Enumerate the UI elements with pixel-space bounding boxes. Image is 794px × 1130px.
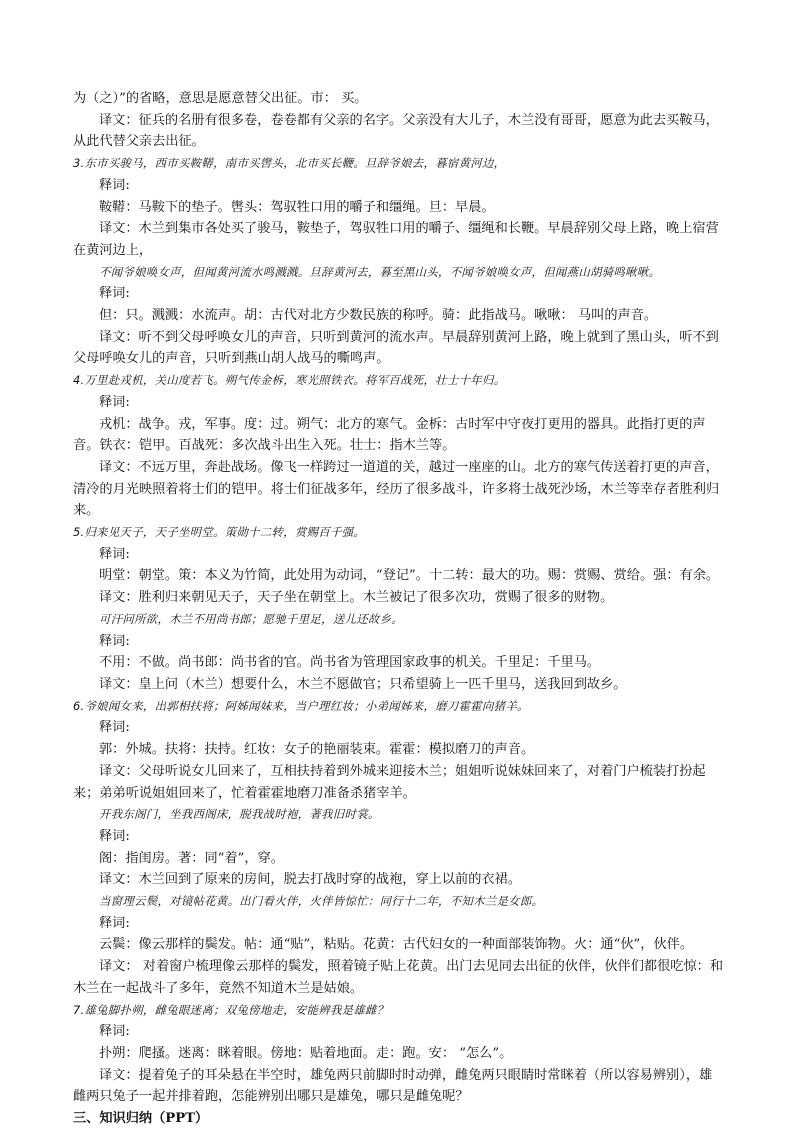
body-text-line: 译文：胜利归来朝见天子，天子坐在朝堂上。木兰被记了很多次功，赏赐了很多的财物。 <box>99 590 614 606</box>
body-text-line: 译文：听不到父母呼唤女儿的声音，只听到黄河的流水声。早晨辞别黄河上路，晚上就到了黑山头，听不到父母呼唤女儿的声音，只听到燕山胡人战马的嘶鸣声。 <box>73 329 719 367</box>
body-text-line: 释词: <box>99 915 130 931</box>
original-text-line: 5.归来见天子，天子坐明堂。策勋十二转，赏赐百千强。 <box>73 525 366 540</box>
body-text-line: 不用：不做。尚书郎：尚书省的官。尚书省为管理国家政事的机关。千里足：千里马。 <box>99 655 601 671</box>
body-text-line: 鞍鞯：马鞍下的垫子。辔头：驾驭牲口用的嚼子和缰绳。旦：早晨。 <box>99 199 495 215</box>
body-text-line: 译文：木兰到集市各处买了骏马，鞍垫子，驾驭牲口用的嚼子、缰绳和长鞭。早晨辞别父母上路，晚上宿营在黄河边上， <box>73 221 719 258</box>
body-text-line: 扑朔：爬搔。迷离：眯着眼。傍地：贴着地面。走：跑。安： “怎么”。 <box>99 1045 513 1061</box>
body-text-line: 译文： 对着窗户梳理像云那样的鬓发，照着镜子贴上花黄。出门去见同去出征的伙伴，伙伴们都很吃惊：和木兰在一起战斗了多年，竟然不知道木兰是姑娘。 <box>73 959 724 996</box>
document-page <box>73 88 723 1130</box>
body-text-line: 译文：不远万里，奔赴战场。像飞一样跨过一道道的关，越过一座座的山。北方的寒气传送着打更的声音，清冷的月光映照着将士们的铠甲。将士们征战多年，经历了很多战斗，许多将士战死沙场，木兰等幸存者胜利归来。 <box>73 459 720 519</box>
body-text-line: 释词: <box>99 177 130 193</box>
body-text-line: 戎机：战争。戎，军事。度：过。朔气：北方的寒气。金柝：古时军中守夜打更用的器具。此指打更的声音。铁衣：铠甲。百战死：多次战斗出生入死。壮士：指木兰等。 <box>73 416 706 454</box>
original-text-line: 当窗理云鬓，对镜帖花黄。出门看火伴，火伴皆惊忙：同行十二年，不知木兰是女郎。 <box>99 894 544 909</box>
body-text-line: 译文：皇上问（木兰）想要什么，木兰不愿做官；只希望骑上一匹千里马，送我回到故乡。 <box>99 676 627 692</box>
body-text-line: 但：只。溅溅：水流声。胡：古代对北方少数民族的称呼。骑：此指战马。啾啾： 马叫的声音。 <box>99 308 658 324</box>
body-text-line: 释词: <box>99 286 130 302</box>
body-text-line: 释词: <box>99 720 130 736</box>
body-text-line: 释词: <box>99 828 130 844</box>
original-text-line: 4.万里赴戎机，关山度若飞。朔气传金柝，寒光照铁衣。将军百战死，壮士十年归。 <box>73 373 506 388</box>
original-text-line: 6.爷娘闻女来，出郭相扶将；阿姊闻妹来，当户理红妆；小弟闻姊来，磨刀霍霍向猪羊。 <box>73 698 529 713</box>
body-text-line: 释词: <box>99 546 130 562</box>
body-text-line: 释词: <box>99 1024 130 1040</box>
body-text-line: 郭：外城。扶将：扶持。红妆：女子的艳丽装束。霍霍：模拟磨刀的声音。 <box>99 742 535 758</box>
original-text-line: 3.东市买骏马，西市买鞍鞯，南市买辔头，北市买长鞭。旦辞爷娘去，暮宿黄河边， <box>73 156 506 171</box>
body-text-line: 为（之）”的省略，意思是愿意替父出征。市： 买。 <box>73 91 368 106</box>
original-text-line: 开我东阁门，坐我西阁床，脱我战时袍，著我旧时裳。 <box>99 807 380 822</box>
body-text-line: 译文：父母听说女儿回来了，互相扶持着到外城来迎接木兰；姐姐听说妹妹回来了，对着门户梳装打扮起来；弟弟听说姐姐回来了，忙着霍霍地磨刀准备杀猪宰羊。 <box>73 763 706 801</box>
body-text-line: 译文：提着兔子的耳朵悬在半空时，雄兔两只前脚时时动弹，雌兔两只眼睛时常眯着（所以容易辨别），雄雌两只兔子一起并排着跑，怎能辨别出哪只是雄兔，哪只是雌兔呢？ <box>73 1067 713 1105</box>
body-text-line: 云鬓：像云那样的鬓发。帖：通“贴”，粘贴。花黄：古代妇女的一种面部装饰物。火：通“伙”，伙伴。 <box>99 937 694 953</box>
body-text-line: 译文：征兵的名册有很多卷，卷卷都有父亲的名字。父亲没有大儿子，木兰没有哥哥，愿意为此去买鞍马，从此代替父亲去出征。 <box>73 112 719 150</box>
section-heading: 三、知识归纳（PPT） <box>73 1111 209 1127</box>
original-text-line: 可汗问所欲，木兰不用尚书郎；愿驰千里足，送儿还故乡。 <box>99 611 403 626</box>
body-text-line: 释词: <box>99 633 130 649</box>
body-text-line: 译文：木兰回到了原来的房间，脱去打战时穿的战袍，穿上以前的衣裙。 <box>99 872 521 888</box>
original-text-line: 不闻爷娘唤女声，但闻黄河流水鸣溅溅。旦辞黄河去，暮至黑山头，不闻爷娘唤女声，但闻燕山胡骑鸣啾啾。 <box>99 264 661 279</box>
body-text-line: 释词: <box>99 394 130 410</box>
body-text-line: 明堂：朝堂。策：本义为竹简，此处用为动词，“登记”。十二转：最大的功。赐：赏赐、赏给。强：有余。 <box>99 568 720 584</box>
original-text-line: 7.雄兔脚扑朔，雌兔眼迷离；双兔傍地走，安能辨我是雄雌？ <box>73 1002 389 1017</box>
body-text-line: 阁：指闺房。著：同“着”，穿。 <box>99 850 284 866</box>
